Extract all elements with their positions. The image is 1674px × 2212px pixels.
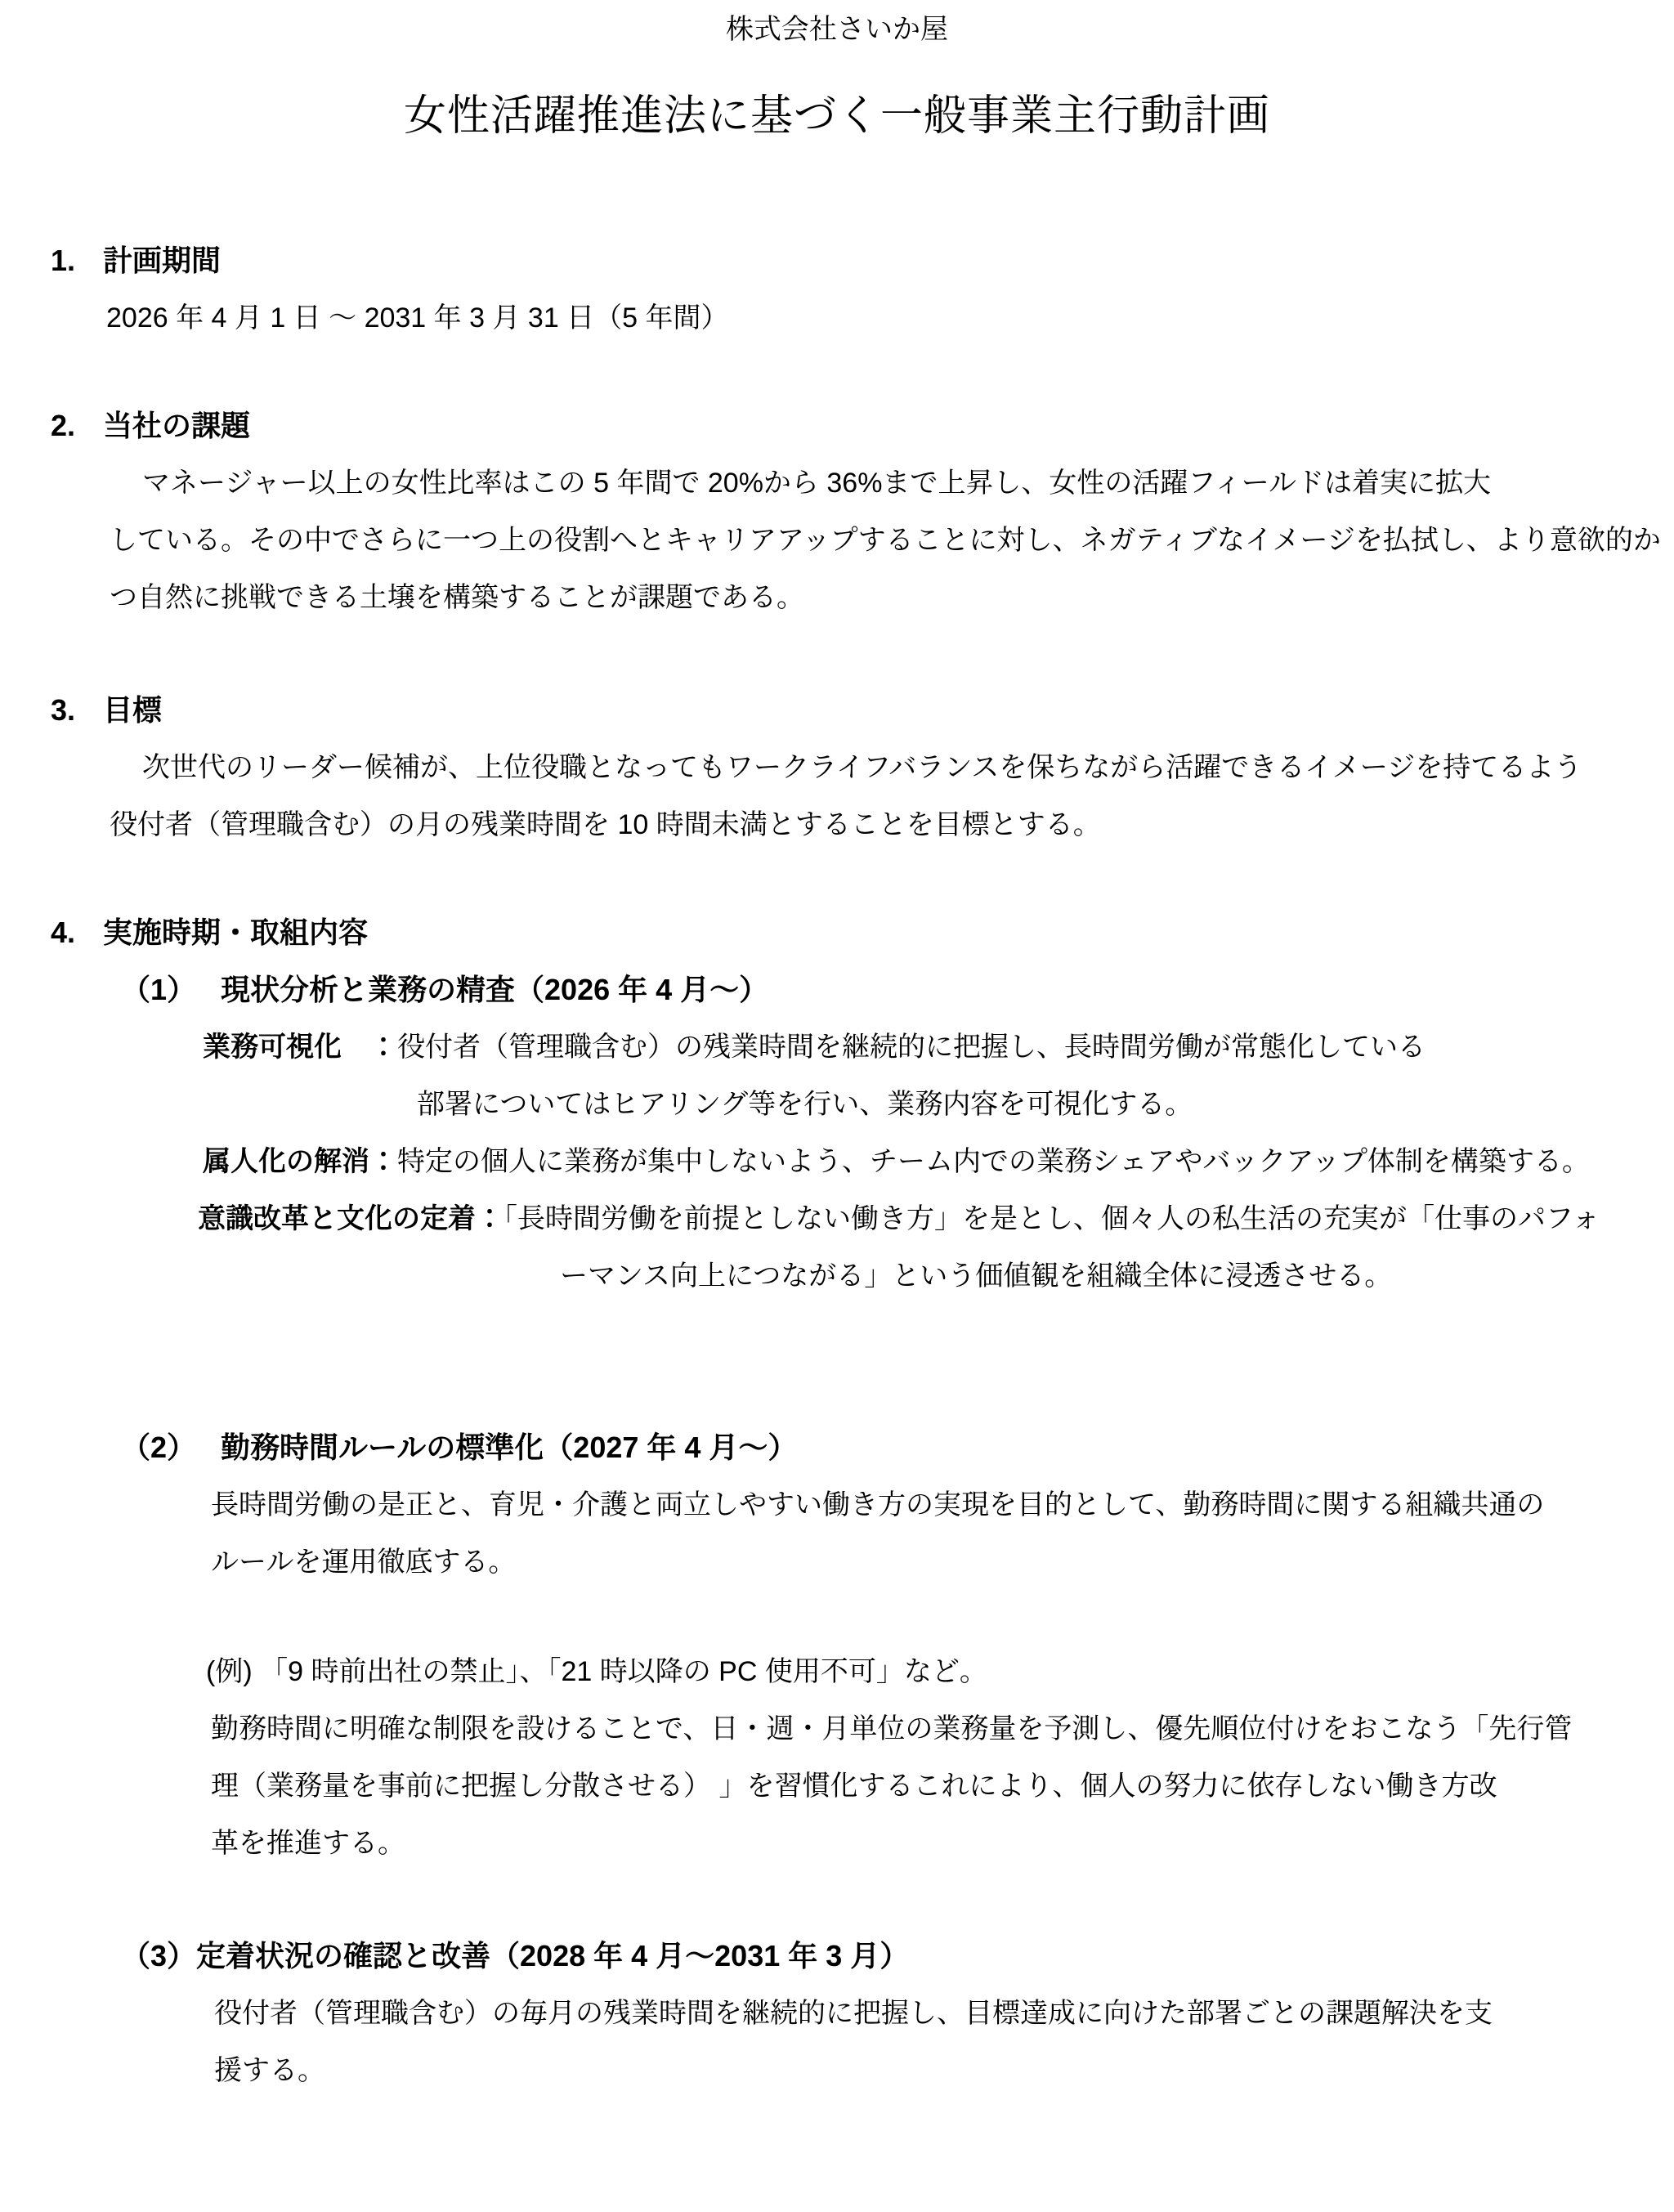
- measure-label: 属人化の解消: [203, 1146, 369, 1177]
- issues-paragraph-line: している。その中でさらに一つ上の役割へとキャリアアップすることに対し、ネガティブなイメージを払拭し、より意欲的か: [110, 525, 1661, 556]
- section-3-title: 目標: [103, 693, 163, 727]
- subsection-1-number: （1）: [121, 973, 197, 1006]
- measure-text: 役付者（管理職含む）の残業時間を継続的に把握し、長時間労働が常態化している: [397, 1032, 1426, 1063]
- measure-label: 業務可視化: [203, 1032, 342, 1063]
- subsection-2-heading: [0, 1419, 1674, 1476]
- section-1-title: 計画期間: [103, 244, 222, 277]
- subsection-2-number: （2）: [121, 1431, 197, 1464]
- section-3-number: 3.: [51, 693, 76, 727]
- section-2-heading: [0, 397, 1674, 454]
- issues-paragraph-line: マネージャー以上の女性比率はこの 5 年間で 20%から 36%まで上昇し、女性の活躍フィールドは着実に拡大: [142, 468, 1492, 499]
- rules-example-line: 勤務時間に明確な制限を設けることで、日・週・月単位の業務量を予測し、優先順位付けをおこなう「先行管: [211, 1713, 1573, 1744]
- section-2-title: 当社の課題: [103, 409, 251, 442]
- goal-paragraph-line: 役付者（管理職含む）の月の残業時間を 10 時間未満とすることを目標とする。: [110, 809, 1101, 840]
- section-1-heading: [0, 232, 1674, 289]
- measure-colon: ：: [369, 1146, 397, 1177]
- measure-label: 意識改革と文化の定着: [198, 1203, 476, 1234]
- section-3-heading: [0, 682, 1674, 739]
- section-4-heading: [0, 904, 1674, 961]
- rules-example-line: 理（業務量を事前に把握し分散させる） 」を習慣化するこれにより、個人の努力に依存しない働き方改: [211, 1771, 1497, 1802]
- section-4-title: 実施時期・取組内容: [103, 916, 369, 949]
- section-4-number: 4.: [51, 916, 76, 949]
- subsection-1-heading: [0, 961, 1674, 1019]
- section-1-number: 1.: [51, 244, 76, 277]
- rules-example-line: (例) 「9 時前出社の禁止」、「21 時以降の PC 使用不可」など。: [206, 1656, 987, 1687]
- rules-example-line: 革を推進する。: [211, 1828, 405, 1859]
- section-2-number: 2.: [51, 409, 76, 442]
- measure-colon: ：: [476, 1203, 504, 1234]
- subsection-3-number: （3）: [121, 1939, 197, 1972]
- measure-text-continued: 部署についてはヒアリング等を行い、業務内容を可視化する。: [417, 1089, 1193, 1120]
- review-paragraph-line: 役付者（管理職含む）の毎月の残業時間を継続的に把握し、目標達成に向けた部署ごとの課題解決を支: [214, 1998, 1493, 2029]
- issues-paragraph-line: つ自然に挑戦できる土壌を構築することが課題である。: [110, 582, 804, 613]
- plan-period-text: 2026 年 4 月 1 日 ～ 2031 年 3 月 31 日（5 年間）: [106, 302, 729, 334]
- measure-colon: ：: [369, 1032, 397, 1063]
- company-name: 株式会社さいか屋: [726, 14, 948, 45]
- goal-paragraph-line: 次世代のリーダー候補が、上位役職となってもワークライフバランスを保ちながら活躍できるイメージを持てるよう: [142, 752, 1582, 783]
- subsection-3-title: 定着状況の確認と改善（2028 年 4 月～2031 年 3 月）: [196, 1939, 910, 1972]
- review-paragraph-line: 援する。: [214, 2055, 325, 2086]
- rules-paragraph-line: ルールを運用徹底する。: [211, 1547, 517, 1578]
- subsection-3-heading: [0, 1928, 1674, 1985]
- page-title: 女性活躍推進法に基づく一般事業主行動計画: [403, 92, 1270, 140]
- measure-text: 「長時間労働を前提としない働き方」を是とし、個々人の私生活の充実が「仕事のパフォ: [504, 1203, 1600, 1234]
- measure-item-deindividualization: [0, 1133, 1674, 1190]
- measure-item-visualization: [0, 1019, 1674, 1076]
- rules-paragraph-line: 長時間労働の是正と、育児・介護と両立しやすい働き方の実現を目的として、勤務時間に関する組織共通の: [211, 1489, 1545, 1520]
- subsection-1-title: 現状分析と業務の精査（2026 年 4 月～）: [221, 973, 769, 1006]
- subsection-2-title: 勤務時間ルールの標準化（2027 年 4 月～）: [221, 1431, 798, 1464]
- measure-text: 特定の個人に業務が集中しないよう、チーム内での業務シェアやバックアップ体制を構築する。: [397, 1146, 1590, 1177]
- measure-item-culture: [0, 1190, 1674, 1247]
- measure-text-continued: ーマンス向上につながる」という価値観を組織全体に浸透させる。: [560, 1260, 1393, 1292]
